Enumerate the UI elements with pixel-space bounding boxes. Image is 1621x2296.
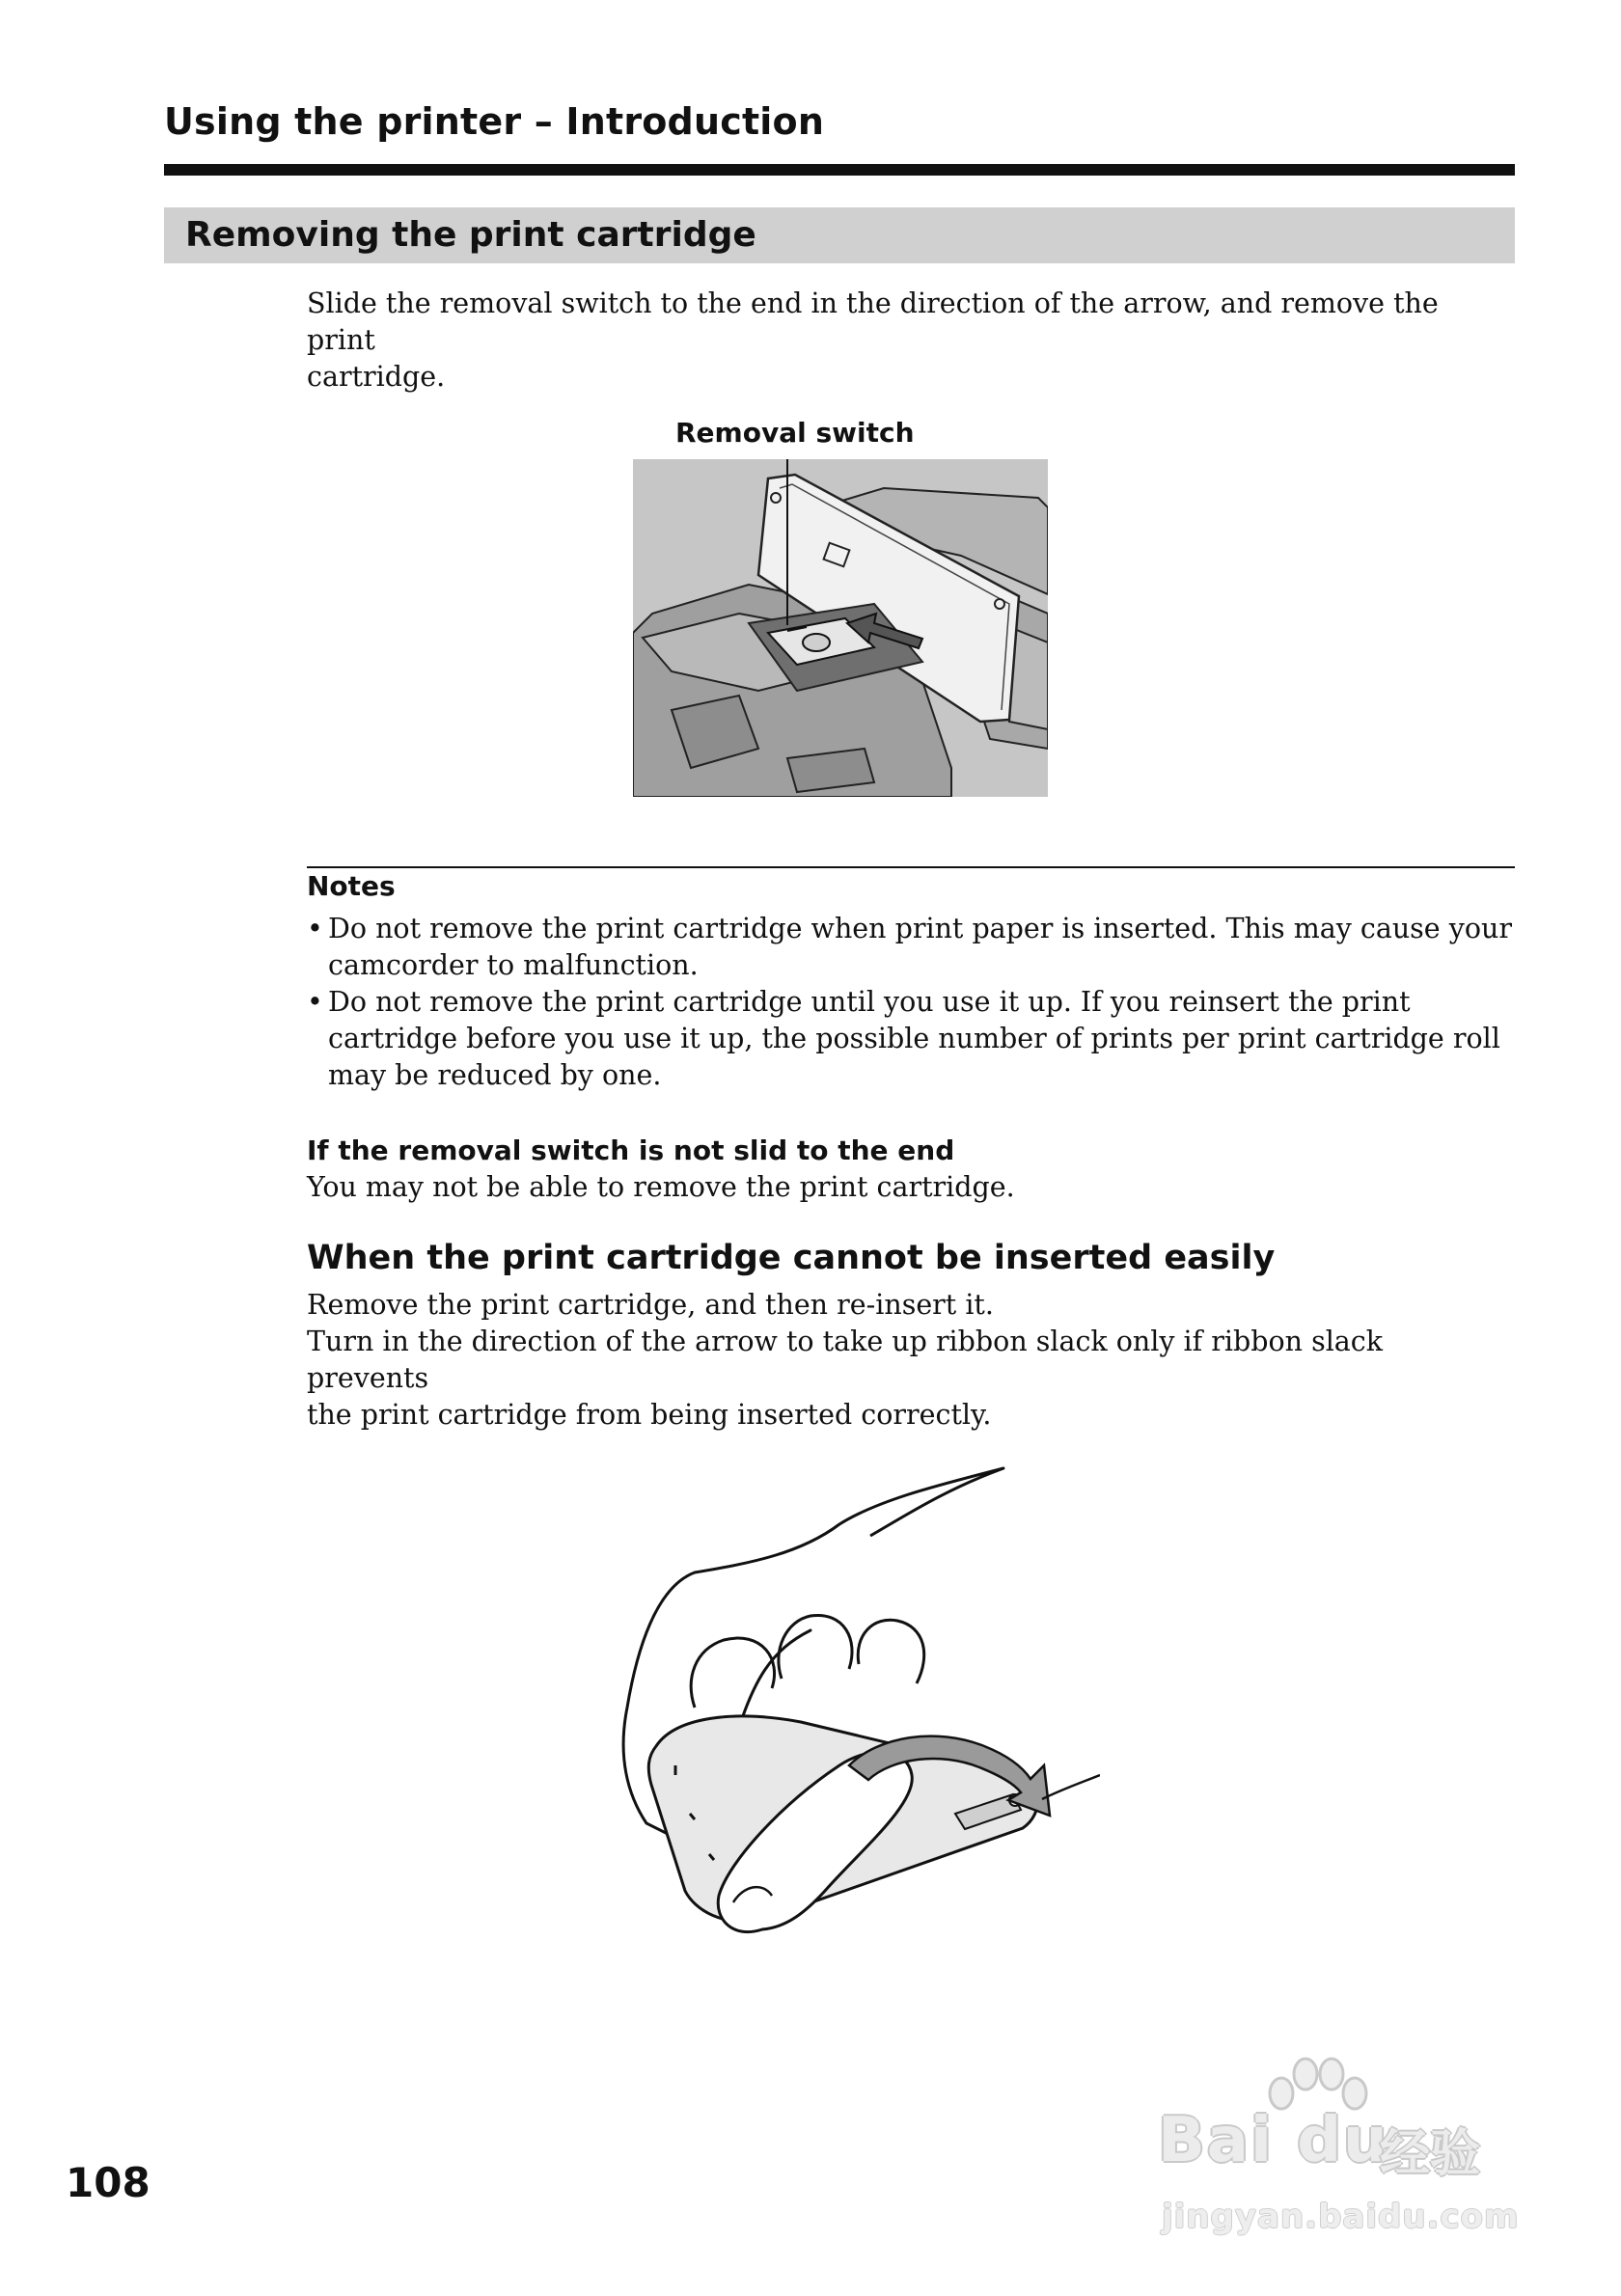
note-item <box>307 911 1515 984</box>
notes-list <box>307 911 1515 1094</box>
section-title: Removing the print cartridge <box>185 215 756 255</box>
note-1-line-2: camcorder to malfunction. <box>328 949 699 981</box>
intro-line-2: cartridge. <box>307 361 446 393</box>
insert-section-heading: When the print cartridge cannot be inserted easily <box>307 1239 1276 1277</box>
page-header-title: Using the printer – Introduction <box>164 100 825 143</box>
section-heading-bar <box>164 207 1515 263</box>
watermark-brand: Bai du <box>1158 2105 1389 2176</box>
notes-heading: Notes <box>307 870 396 902</box>
note-item <box>307 984 1515 1094</box>
insert-line-2: Turn in the direction of the arrow to take up ribbon slack only if ribbon slack prevents <box>307 1326 1384 1394</box>
note-2-line-3: may be reduced by one. <box>328 1059 662 1091</box>
note-2-line-1: • Do not remove the print cartridge until you use it up. If you reinsert the print <box>328 986 1411 1018</box>
insert-section-paragraph <box>307 1287 1513 1434</box>
insert-line-1: Remove the print cartridge, and then re-insert it. <box>307 1289 994 1321</box>
notes-divider <box>307 866 1515 868</box>
watermark-chinese: 经验 <box>1380 2125 1481 2183</box>
intro-line-1: Slide the removal switch to the end in the direction of the arrow, and remove the print <box>307 287 1439 356</box>
removal-switch-label: Removal switch <box>675 417 915 449</box>
page-number: 108 <box>66 2159 151 2206</box>
switch-note-heading: If the removal switch is not slid to the end <box>307 1134 955 1166</box>
watermark-url: jingyan.baidu.com <box>1162 2198 1520 2236</box>
baidu-jingyan-watermark <box>1148 2055 1553 2248</box>
cartridge-turning-illustration <box>618 1457 1100 1958</box>
note-2-line-2: cartridge before you use it up, the possible number of prints per print cartridge roll <box>328 1023 1500 1054</box>
insert-line-3: the print cartridge from being inserted correctly. <box>307 1399 992 1431</box>
intro-paragraph <box>307 286 1513 396</box>
switch-note-text: You may not be able to remove the print cartridge. <box>307 1171 1015 1203</box>
removal-switch-illustration <box>633 459 1048 797</box>
header-rule <box>164 164 1515 176</box>
note-1-line-1: • Do not remove the print cartridge when print paper is inserted. This may cause your <box>328 913 1512 944</box>
